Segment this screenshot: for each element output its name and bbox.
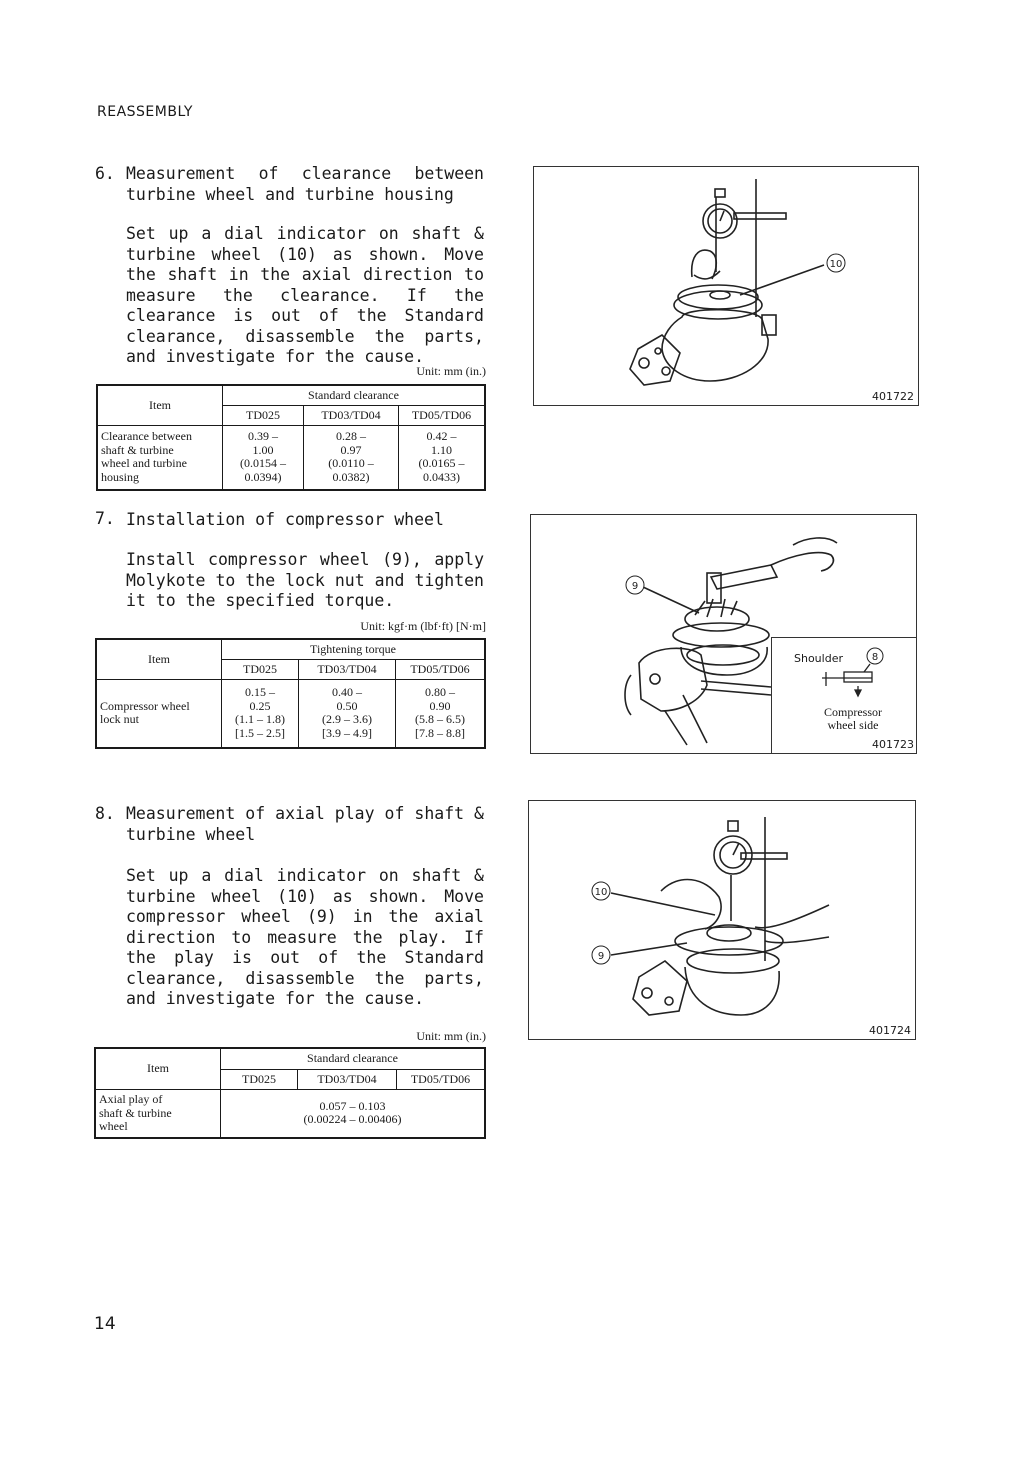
table-cell: 0.42 – 1.10 (0.0165 – 0.0433) — [399, 425, 486, 490]
callout-9: 9 — [631, 581, 639, 592]
figure-dial-indicator-turbine — [533, 166, 919, 406]
section-7-title: Installation of compressor wheel — [126, 510, 444, 529]
section-6-title: Measurement of clearance between turbine wheel and turbine housing — [126, 164, 484, 204]
table-col-header: TD05/TD06 — [396, 659, 486, 679]
figure-number: 401722 — [872, 390, 914, 403]
table-row-label: Axial play of shaft & turbine wheel — [95, 1089, 221, 1138]
table-col-header: TD025 — [223, 405, 304, 425]
compressor-side-label: Compressor wheel side — [824, 705, 882, 732]
section-7-number: 7. — [95, 509, 115, 528]
table-item-header: Item — [96, 639, 222, 679]
torque-table — [95, 638, 486, 749]
table-col-header: TD05/TD06 — [399, 405, 486, 425]
section-8-number: 8. — [95, 804, 115, 823]
axial-play-table — [94, 1047, 486, 1139]
page-number: 14 — [94, 1314, 116, 1334]
section-6-number: 6. — [95, 164, 115, 183]
shoulder-diagram — [772, 638, 916, 753]
table-group-header: Standard clearance — [221, 1048, 486, 1069]
section-6-unit: Unit: mm (in.) — [416, 364, 486, 378]
section-7-unit: Unit: kgf·m (lbf·ft) [N·m] — [360, 619, 486, 633]
callout-10: 10 — [829, 259, 843, 270]
table-group-header: Standard clearance — [223, 385, 486, 405]
figure-compressor-wheel-install — [530, 514, 917, 754]
section-header: REASSEMBLY — [97, 104, 193, 120]
clearance-table — [96, 384, 486, 491]
table-col-header: TD025 — [222, 659, 299, 679]
section-6-body: Set up a dial indicator on shaft & turbine wheel (10) as shown. Move the shaft in the axial direction to measure the clearance. If the clearance is out of the Standard clearance, disassemble the parts, and investigate for the cause. — [126, 224, 484, 366]
callout-9: 9 — [597, 951, 605, 962]
table-col-header: TD05/TD06 — [397, 1069, 486, 1089]
callout-8: 8 — [871, 652, 879, 663]
table-cell: 0.40 – 0.50 (2.9 – 3.6) [3.9 – 4.9] — [299, 679, 396, 748]
table-col-header: TD03/TD04 — [299, 659, 396, 679]
table-col-header: TD025 — [221, 1069, 298, 1089]
table-cell: 0.057 – 0.103 (0.00224 – 0.00406) — [221, 1089, 486, 1138]
figure-number: 401724 — [869, 1024, 911, 1037]
table-row-label: Compressor wheel lock nut — [96, 679, 222, 748]
table-col-header: TD03/TD04 — [298, 1069, 397, 1089]
table-row-label: Clearance between shaft & turbine wheel and turbine housing — [97, 425, 223, 490]
table-item-header: Item — [97, 385, 223, 425]
shoulder-inset — [771, 637, 917, 754]
table-col-header: TD03/TD04 — [304, 405, 399, 425]
table-cell: 0.15 – 0.25 (1.1 – 1.8) [1.5 – 2.5] — [222, 679, 299, 748]
table-cell: 0.80 – 0.90 (5.8 – 6.5) [7.8 – 8.8] — [396, 679, 486, 748]
turbine-clearance-illustration — [534, 167, 918, 405]
table-cell: 0.28 – 0.97 (0.0110 – 0.0382) — [304, 425, 399, 490]
table-cell: 0.39 – 1.00 (0.0154 – 0.0394) — [223, 425, 304, 490]
section-8-unit: Unit: mm (in.) — [416, 1029, 486, 1043]
figure-axial-play — [528, 800, 916, 1040]
shoulder-label: Shoulder — [794, 652, 843, 665]
callout-10: 10 — [594, 887, 608, 898]
figure-number: 401723 — [872, 738, 914, 751]
axial-play-illustration — [529, 801, 915, 1039]
table-group-header: Tightening torque — [222, 639, 486, 659]
section-7-body: Install compressor wheel (9), apply Molykote to the lock nut and tighten it to the specified torque. — [126, 550, 484, 610]
section-8-body: Set up a dial indicator on shaft & turbine wheel (10) as shown. Move compressor wheel (9) in the axial direction to measure the play. If the play is out of the Standard clearance, disassemble the parts, and investigate for the cause. — [126, 866, 484, 1008]
table-item-header: Item — [95, 1048, 221, 1089]
section-8-title: Measurement of axial play of shaft & turbine wheel — [126, 804, 484, 844]
